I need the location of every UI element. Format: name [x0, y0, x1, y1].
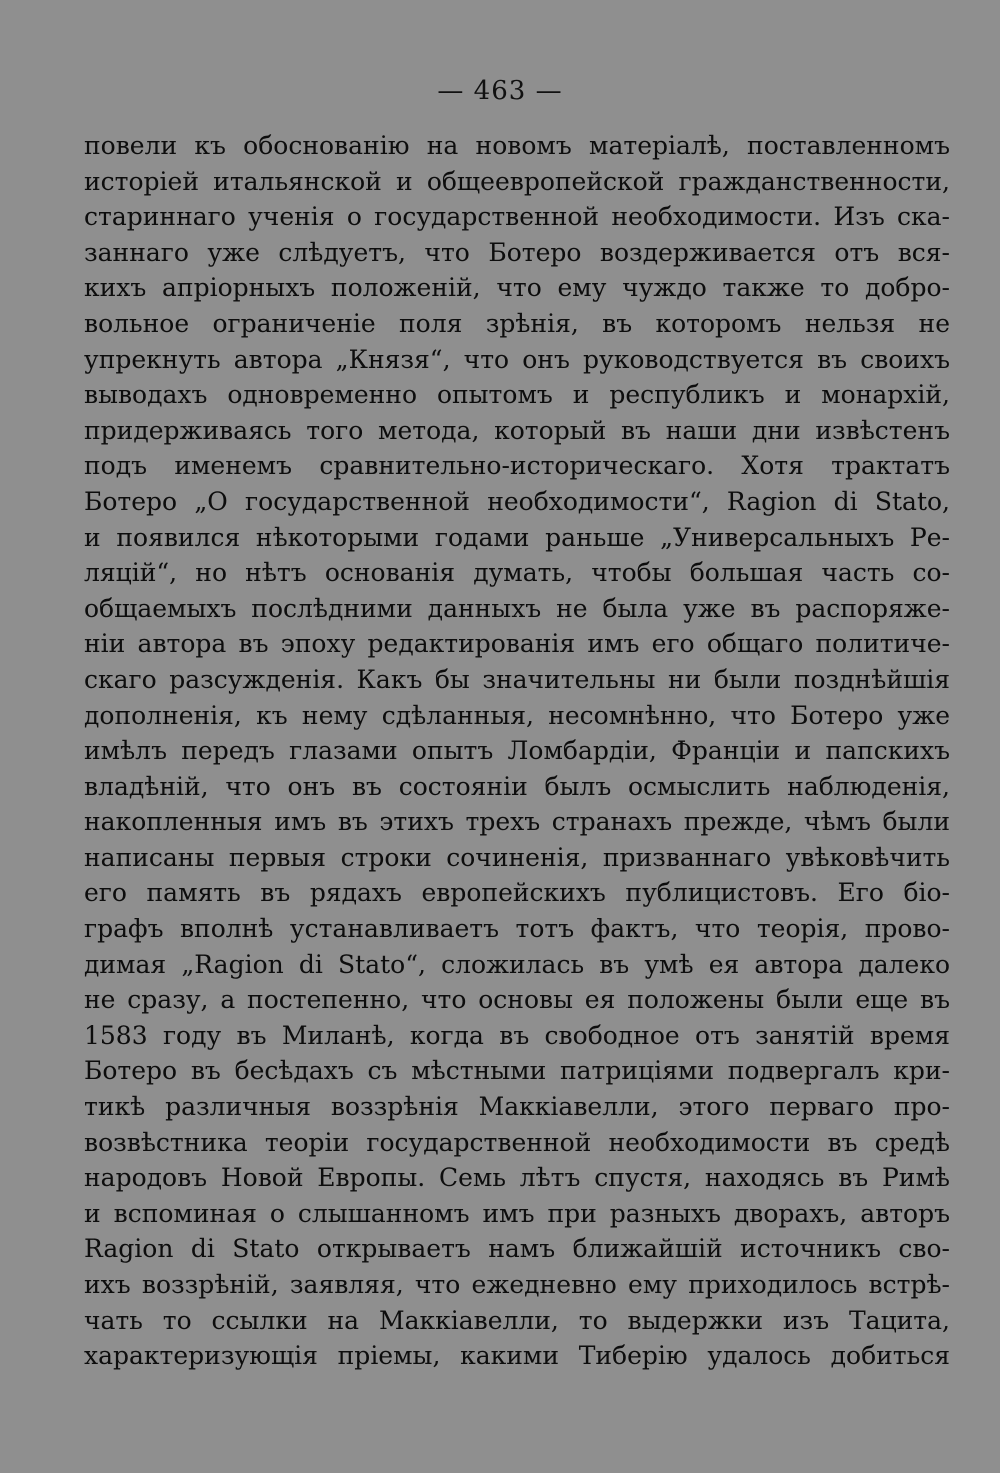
text-line: 1583 году въ Миланѣ, когда въ свободное отъ занятій время: [84, 1020, 950, 1050]
text-line: графъ вполнѣ устанавливаетъ тотъ фактъ, что теорія, прово-: [84, 914, 950, 944]
text-line: и вспоминая о слышанномъ имъ при разныхъ дворахъ, авторъ: [84, 1198, 950, 1228]
text-line: тикѣ различныя воззрѣнія Маккіавелли, этого перваго про-: [84, 1092, 950, 1122]
text-line: народовъ Новой Европы. Семь лѣтъ спустя, находясь въ Римѣ: [84, 1163, 950, 1193]
text-line: скаго разсужденія. Какъ бы значительны ни были позднѣйшія: [84, 664, 950, 694]
text-line: повели къ обоснованію на новомъ матеріалѣ, поставленномъ: [84, 131, 950, 160]
text-line: исторіей итальянской и общеевропейской гражданственности,: [84, 166, 950, 196]
text-line: димая „Ragion di Stato“, сложилась въ умѣ ея автора далеко: [84, 949, 950, 979]
text-line: придерживаясь того метода, который въ наши дни извѣстенъ: [84, 415, 950, 445]
text-line: владѣній, что онъ въ состояніи былъ осмыслить наблюденія,: [84, 771, 950, 801]
body-text: [84, 128, 950, 1374]
text-line: чать то ссылки на Маккіавелли, то выдержки изъ Тацита,: [84, 1305, 950, 1335]
text-line: Ragion di Stato открываетъ намъ ближайшій источникъ сво-: [84, 1234, 950, 1264]
text-line: ніи автора въ эпоху редактированія имъ его общаго политиче-: [84, 629, 950, 659]
text-line: кихъ апріорныхъ положеній, что ему чуждо также то добро-: [84, 273, 950, 303]
text-line: его память въ рядахъ европейскихъ публицистовъ. Его біо-: [84, 878, 950, 908]
text-line: выводахъ одновременно опытомъ и республикъ и монархій,: [84, 380, 950, 410]
text-line: подъ именемъ сравнительно-историческаго. Хотя трактатъ: [84, 451, 950, 481]
text-line: ихъ воззрѣній, заявляя, что ежедневно ему приходилось встрѣ-: [84, 1270, 950, 1299]
text-line: возвѣстника теоріи государственной необходимости въ средѣ: [84, 1127, 950, 1157]
text-line: характеризующія пріемы, какими Тиберію удалось добиться: [84, 1341, 950, 1371]
text-line: стариннаго ученія о государственной необходимости. Изъ ска-: [84, 202, 950, 232]
text-line: упрекнуть автора „Князя“, что онъ руководствуется въ своихъ: [84, 344, 950, 374]
text-line: Ботеро „О государственной необходимости“, Ragion di Stato,: [84, 486, 950, 516]
text-line: Ботеро въ бесѣдахъ съ мѣстными патриціями подвергалъ кри-: [84, 1056, 950, 1086]
text-line: ляцій“, но нѣтъ основанія думать, чтобы большая часть со-: [84, 558, 950, 588]
page-number: — 463 —: [437, 76, 563, 106]
text-line: не сразу, а постепенно, что основы ея положены были еще въ: [84, 985, 950, 1015]
text-line: написаны первыя строки сочиненія, призваннаго увѣковѣчить: [84, 842, 950, 872]
text-line: заннаго уже слѣдуетъ, что Ботеро воздерживается отъ вся-: [84, 237, 950, 267]
text-line: общаемыхъ послѣдними данныхъ не была уже въ распоряже-: [84, 593, 950, 623]
text-line: вольное ограниченіе поля зрѣнія, въ которомъ нельзя не: [84, 308, 950, 338]
text-line: накопленныя имъ въ этихъ трехъ странахъ прежде, чѣмъ были: [84, 807, 950, 837]
text-line: и появился нѣкоторыми годами раньше „Универсальныхъ Ре-: [84, 522, 950, 552]
text-line: дополненія, къ нему сдѣланныя, несомнѣнно, что Ботеро уже: [84, 700, 950, 730]
text-line: имѣлъ передъ глазами опытъ Ломбардіи, Франціи и папскихъ: [84, 736, 950, 766]
